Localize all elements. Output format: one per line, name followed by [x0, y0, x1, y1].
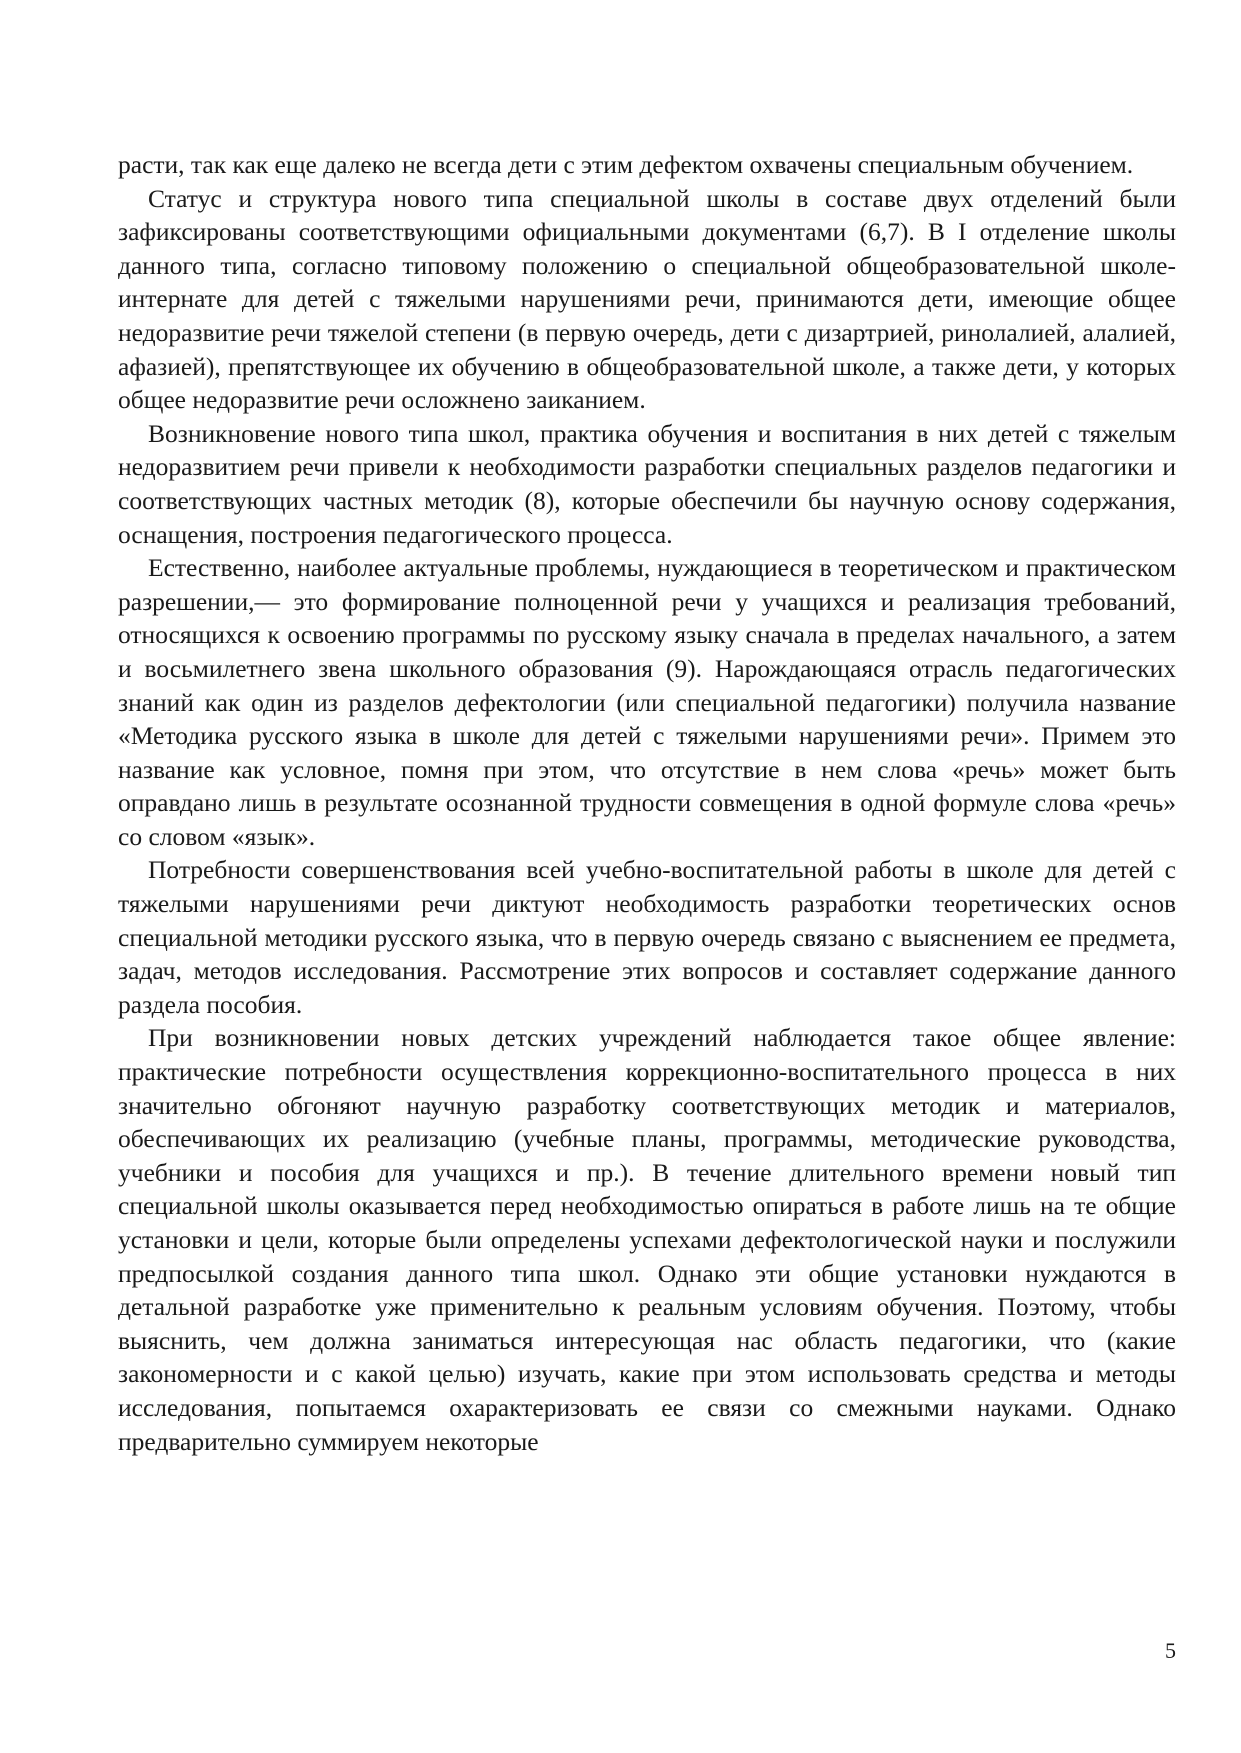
paragraph-new-school-type: Возникновение нового типа школ, практика обучения и воспитания в них детей с тяжелым недоразвитием речи привели к необходимости разработки специальных разделов педагогики и соответствующих частных методик (8), которые обеспечили бы научную основу содержания, оснащения, построения педагогического процесса. [118, 418, 1176, 549]
paragraph-continuation: расти, так как еще далеко не всегда дети с этим дефектом охвачены специальным обучением. [118, 150, 1134, 179]
paragraph-new-institutions: При возникновении новых детских учреждений наблюдается такое общее явление: практические потребности осуществления коррекционно-воспитательного процесса в них значительно обгоняют научную разработку соответствующих методик и материалов, обеспечивающих их реализацию (учебные планы, программы, методические руководства, учебники и пособия для учащихся и пр.). В течение длительного времени новый тип специальной школы оказывается перед необходимостью опираться в работе лишь на те общие установки и цели, которые были определены успехами дефектологической науки и послужили предпосылкой создания данного типа школ. Однако эти общие установки нуждаются в детальной разработке уже применительно к реальным условиям обучения. Поэтому, чтобы выяснить, чем должна заниматься интересующая нас область педагогики, что (какие закономерности и с какой целью) изучать, какие при этом использовать средства и методы исследования, попытаемся охарактеризовать ее связи со смежными науками. Однако предварительно суммируем некоторые [118, 1023, 1176, 1456]
paragraph-actual-problems: Естественно, наиболее актуальные проблемы, нуждающиеся в теоретическом и практическом разрешении,— это формирование полноценной речи у учащихся и реализация требований, относящихся к освоению программы по русскому языку сначала в пределах начального, а затем и восьмилетнего звена школьного образования (9). Нарождающаяся отрасль педагогических знаний как один из разделов дефектологии (или специальной педагогики) получила название «Методика русского языка в школе для детей с тяжелыми нарушениями речи». Примем это название как условное, помня при этом, что отсутствие в нем слова «речь» может быть оправдано лишь в результате осознанной трудности совмещения в одной формуле слова «речь» со словом «язык». [118, 553, 1176, 851]
paragraph-needs: Потребности совершенствования всей учебно-воспитательной работы в школе для детей с тяжелыми нарушениями речи диктуют необходимость разработки теоретических основ специальной методики русского языка, что в первую очередь связано с выяснением ее предмета, задач, методов исследования. Рассмотрение этих вопросов и составляет содержание данного раздела пособия. [118, 855, 1176, 1019]
page-body [118, 148, 1176, 1458]
paragraph-school-status: Статус и структура нового типа специальной школы в составе двух отделений были зафиксированы соответствующими официальными документами (6,7). В I отделение школы данного типа, согласно типовому положению о специальной общеобразовательной школе-интернате для детей с тяжелыми нарушениями речи, принимаются дети, имеющие общее недоразвитие речи тяжелой степени (в первую очередь, дети с дизартрией, ринолалией, алалией, афазией), препятствующее их обучению в общеобразовательной школе, а также дети, у которых общее недоразвитие речи осложнено заиканием. [118, 183, 1176, 415]
page-number: 5 [1165, 1638, 1176, 1663]
